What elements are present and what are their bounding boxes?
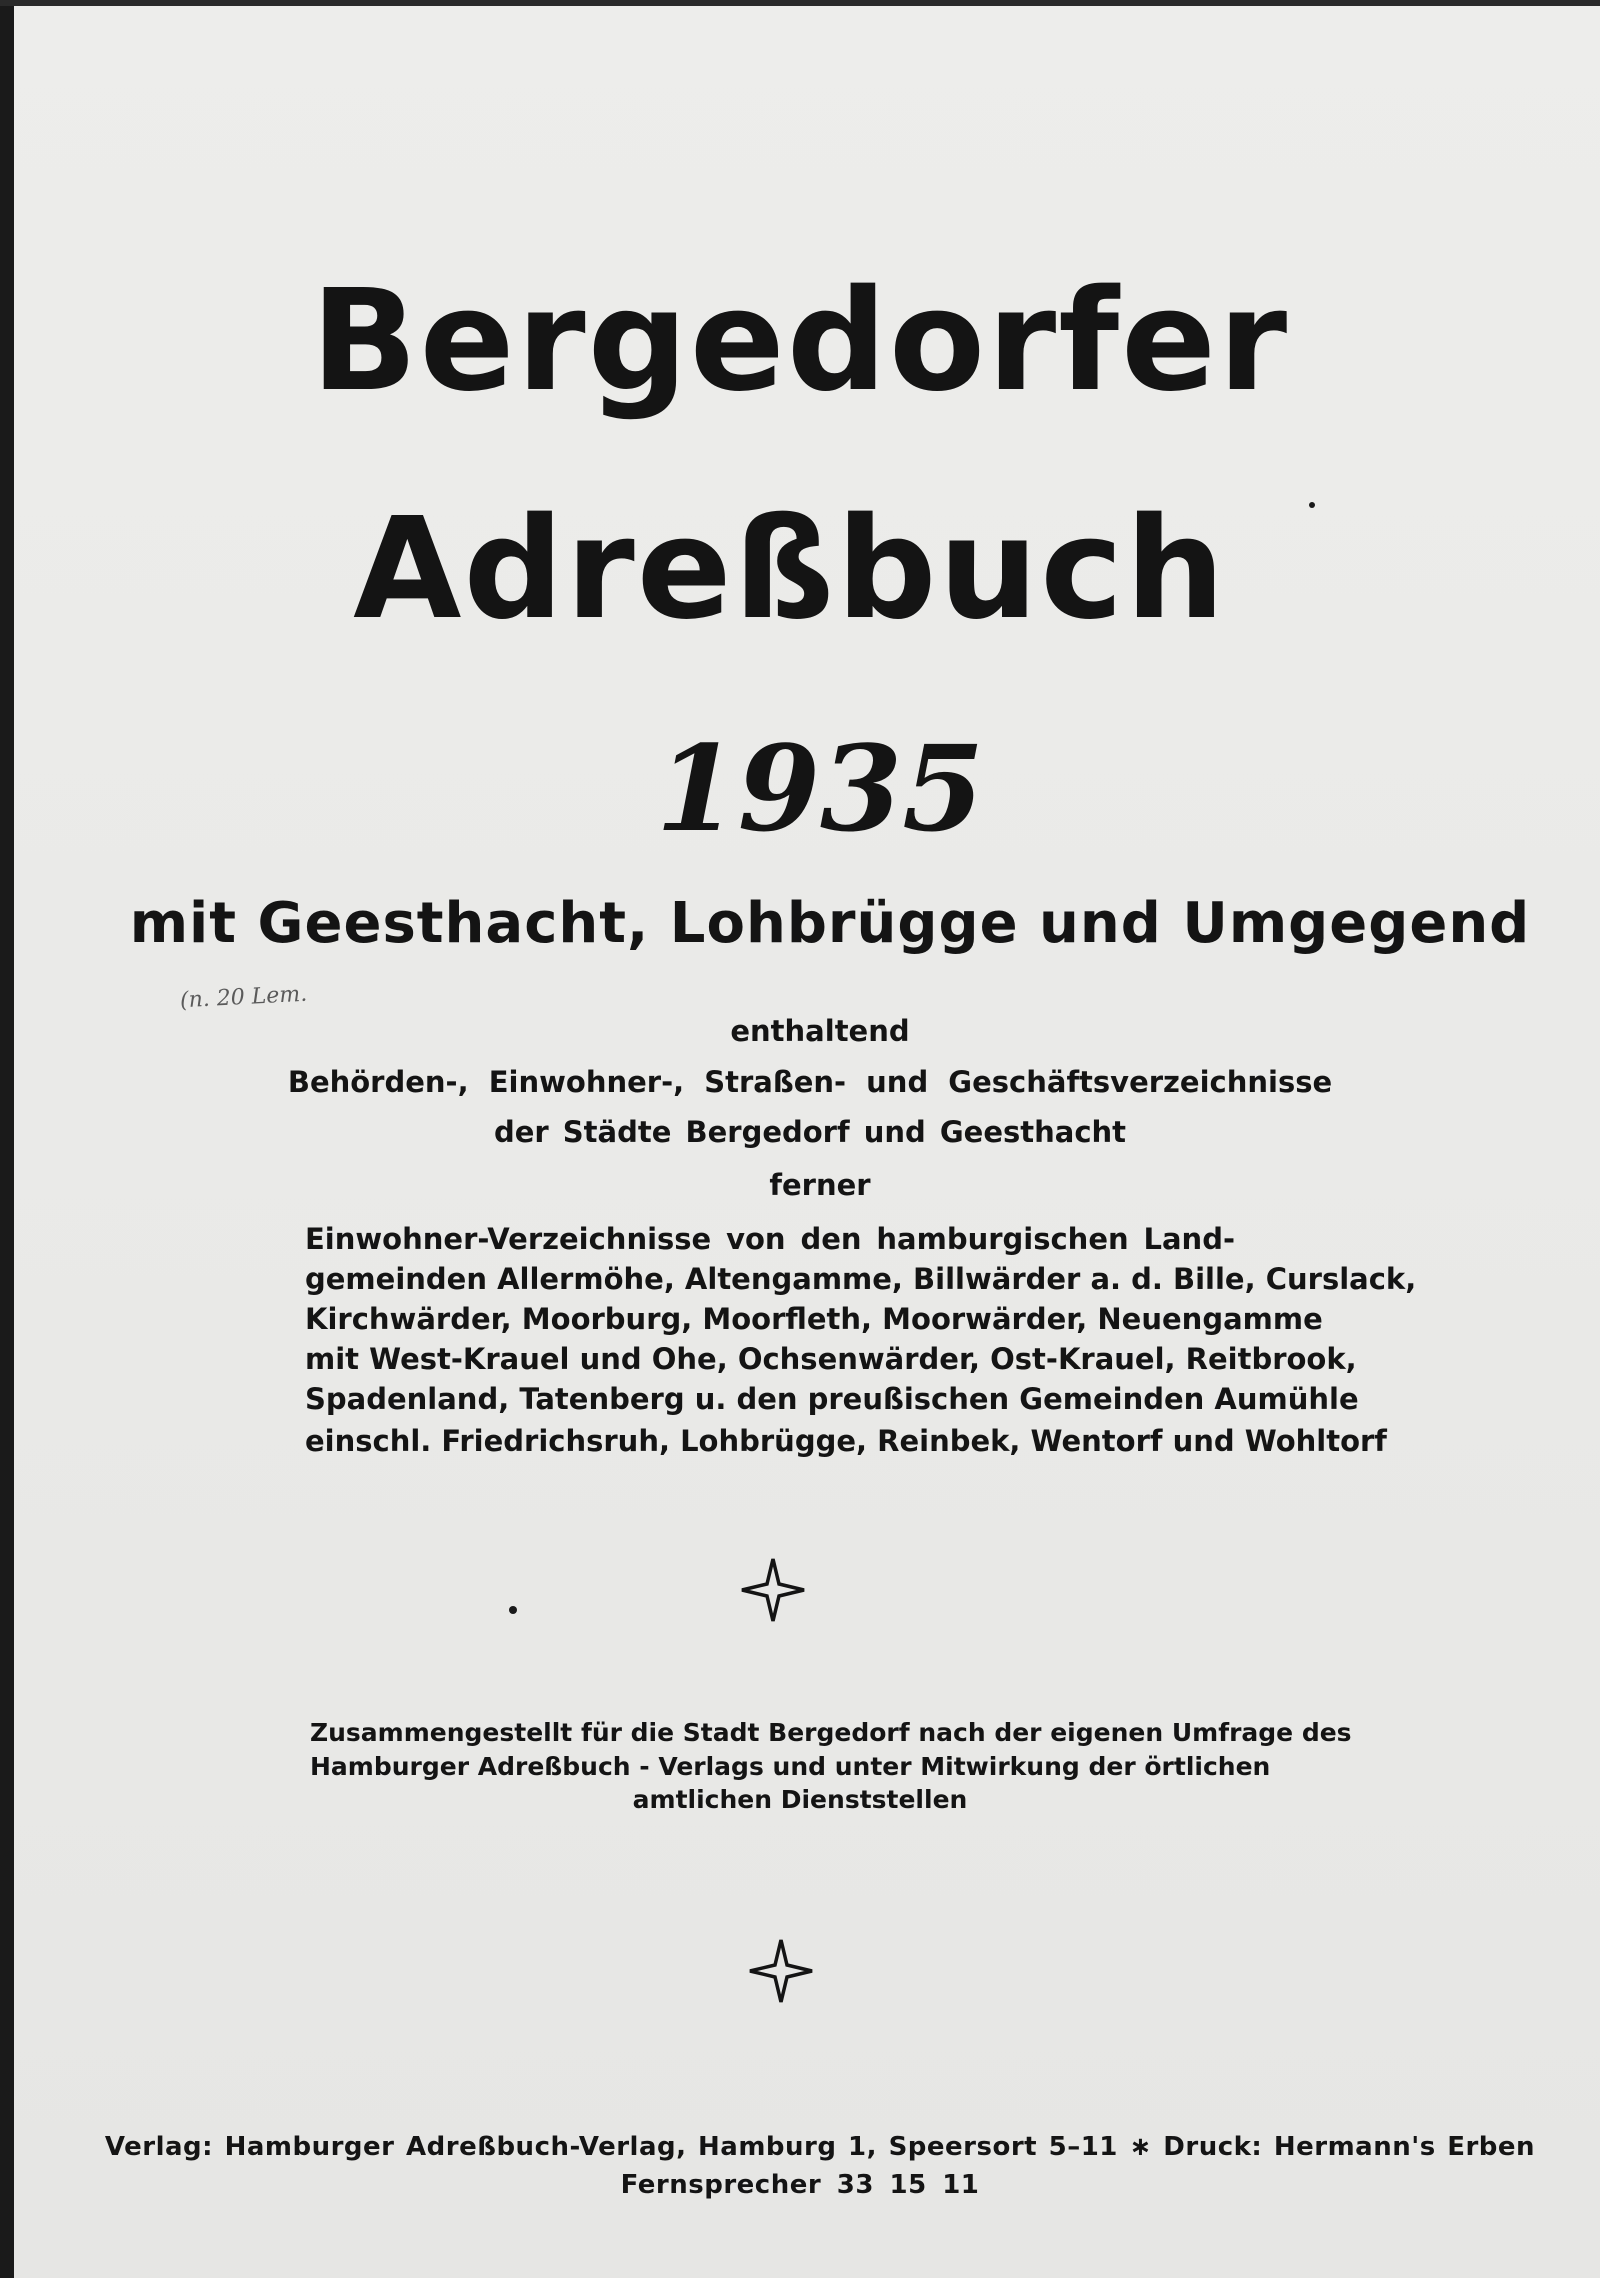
- compilation-line: amtlichen Dienststellen: [632, 1785, 968, 1814]
- municipalities-line: Spadenland, Tatenberg u. den preußischen Gemeinden Aumühle: [305, 1382, 1359, 1416]
- municipalities-line: einschl. Friedrichsruh, Lohbrügge, Reinbek, Wentorf und Wohltorf: [305, 1424, 1387, 1458]
- municipalities-line: Kirchwärder, Moorburg, Moorfleth, Moorwärder, Neuengamme: [305, 1302, 1323, 1336]
- municipalities-line: Einwohner-Verzeichnisse von den hamburgischen Land-: [305, 1222, 1235, 1256]
- four-point-star-icon: [738, 1555, 808, 1625]
- handwritten-note: (n. 20 Lem.: [179, 981, 308, 1014]
- speck-mark: [509, 1606, 517, 1614]
- imprint-line-2: Fernsprecher 33 15 11: [620, 2170, 980, 2200]
- compilation-line: Hamburger Adreßbuch - Verlags und unter Mitwirkung der örtlichen: [310, 1752, 1271, 1781]
- title-line-1: Bergedorfer: [310, 260, 1290, 423]
- contents-ferner: ferner: [769, 1168, 871, 1202]
- municipalities-line: gemeinden Allermöhe, Altengamme, Billwärder a. d. Bille, Curslack,: [305, 1262, 1417, 1296]
- scan-edge-top: [0, 0, 1600, 6]
- subtitle: mit Geesthacht, Lohbrügge und Umgegend: [129, 891, 1531, 956]
- contents-intro: enthaltend: [730, 1014, 910, 1048]
- title-line-2: Adreßbuch: [353, 488, 1227, 651]
- title-year: 1935: [655, 719, 985, 858]
- municipalities-line: mit West-Krauel und Ohe, Ochsenwärder, Ost-Krauel, Reitbrook,: [305, 1342, 1357, 1376]
- compilation-line: Zusammengestellt für die Stadt Bergedorf nach der eigenen Umfrage des: [310, 1718, 1352, 1747]
- imprint-line-1: Verlag: Hamburger Adreßbuch-Verlag, Hamburg 1, Speersort 5–11 ∗ Druck: Hermann's Erben: [104, 2132, 1536, 2162]
- contents-line-2: der Städte Bergedorf und Geesthacht: [493, 1115, 1127, 1149]
- contents-line-1: Behörden-, Einwohner-, Straßen- und Geschäftsverzeichnisse: [287, 1065, 1333, 1099]
- speck-mark: [1309, 502, 1315, 508]
- four-point-star-icon: [746, 1936, 816, 2006]
